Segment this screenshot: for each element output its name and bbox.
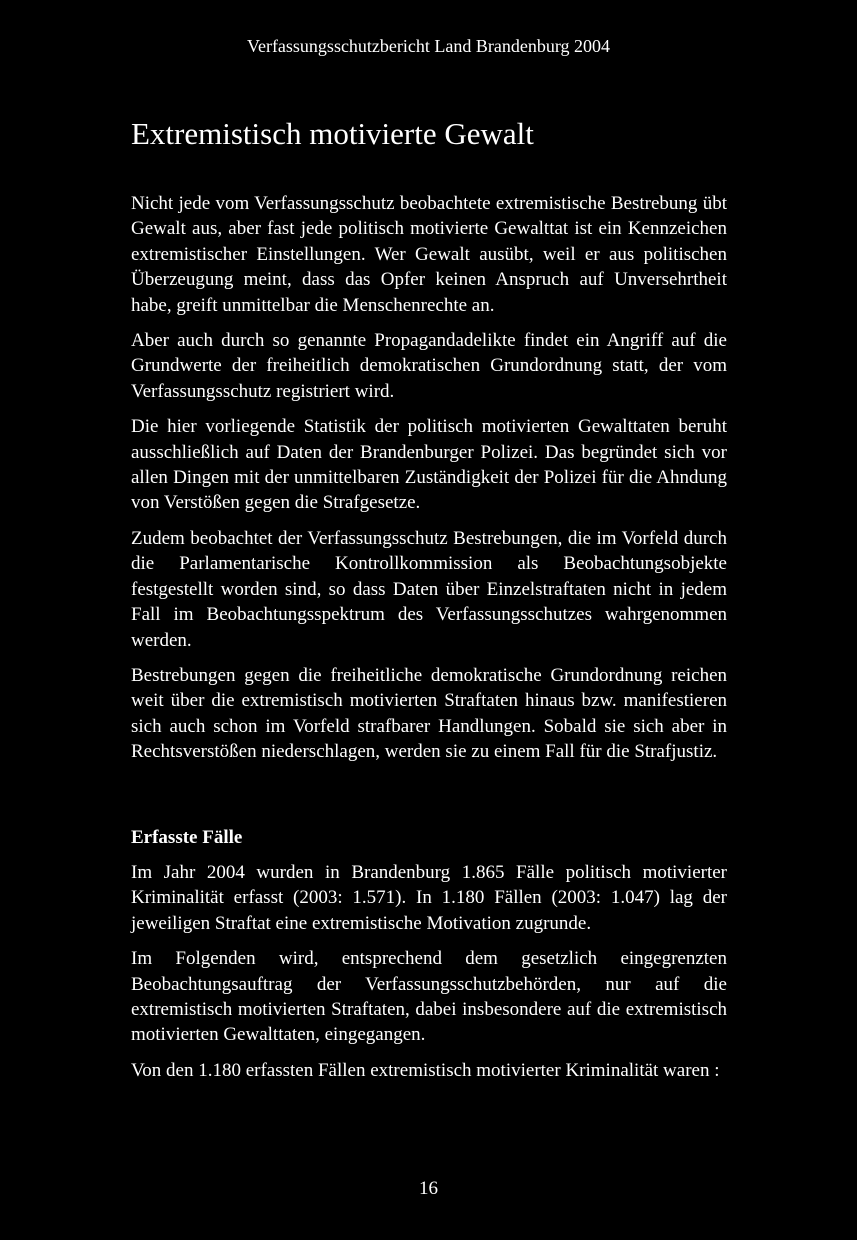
page-title: Extremistisch motivierte Gewalt	[131, 116, 534, 151]
intro-paragraph: Die hier vorliegende Statistik der politisch motivierten Gewalttaten beruht ausschließlich auf Daten der Brandenburger Polizei. Das begründet sich vor allen Dingen mit der unmittelbaren Zuständigkeit der Polizei für die Ahndung von Verstößen gegen die Strafgesetze.	[131, 416, 727, 514]
section-paragraph: Im Jahr 2004 wurden in Brandenburg 1.865 Fälle politisch motivierter Kriminalität erfasst (2003: 1.571). In 1.180 Fällen (2003: 1.047) lag der jeweiligen Straftat eine extremistische Motivation zugrunde.	[131, 862, 727, 934]
section-paragraph: Von den 1.180 erfassten Fällen extremistisch motivierter Kriminalität waren :	[131, 1059, 720, 1081]
page-number: 16	[419, 1178, 438, 1199]
cases-section	[131, 860, 727, 1093]
intro-paragraph: Zudem beobachtet der Verfassungsschutz Bestrebungen, die im Vorfeld durch die Parlamentarische Kontrollkommission als Beobachtungsobjekte festgestellt worden sind, so dass Daten über Einzelstraftaten nicht in jedem Fall im Beobachtungsspektrum des Verfassungsschutzes wahrgenommen werden.	[131, 527, 727, 651]
section-heading: Erfasste Fälle	[131, 827, 243, 848]
intro-section	[131, 191, 727, 775]
intro-paragraph: Nicht jede vom Verfassungsschutz beobachtete extremistische Bestrebung übt Gewalt aus, aber fast jede politisch motivierte Gewalttat ist ein Kennzeichen extremistischer Einstellungen. Wer Gewalt ausübt, weil er aus politischen Überzeugung meint, dass das Opfer keinen Anspruch auf Unversehrtheit habe, greift unmittelbar die Menschenrechte an.	[131, 193, 727, 316]
intro-paragraph: Bestrebungen gegen die freiheitliche demokratische Grundordnung reichen weit über die extremistisch motivierten Straftaten hinaus bzw. manifestieren sich auch schon im Vorfeld strafbarer Handlungen. Sobald sie sich aber in Rechtsverstößen niederschlagen, werden sie zu einem Fall für die Strafjustiz.	[131, 664, 727, 763]
section-paragraph: Im Folgenden wird, entsprechend dem gesetzlich eingegrenzten Beobachtungsauftrag der Verfassungsschutzbehörden, nur auf die extremistisch motivierten Straftaten, dabei insbesondere auf die extremistisch motivierten Gewalttaten, eingegangen.	[131, 948, 727, 1046]
running-header: Verfassungsschutzbericht Land Brandenburg 2004	[246, 36, 611, 56]
intro-paragraph: Aber auch durch so genannte Propagandadelikte findet ein Angriff auf die Grundwerte der freiheitlich demokratischen Grundordnung statt, der vom Verfassungsschutz registriert wird.	[131, 330, 727, 402]
